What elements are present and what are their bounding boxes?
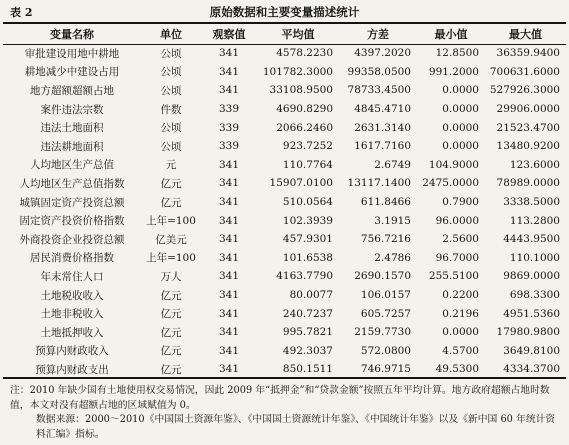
- cell-unit: 亿元: [160, 345, 182, 358]
- column-header-min: 最小值: [434, 28, 468, 41]
- cell-mean: 102.3939: [282, 214, 333, 227]
- cell-variance: 13117.1400: [347, 177, 411, 190]
- cell-variable: 土地抵押收入: [40, 326, 104, 339]
- cell-variable: 人均地区生产总值: [30, 159, 114, 172]
- cell-variance: 1617.7160: [354, 140, 411, 153]
- cell-max: 110.1000: [509, 251, 560, 264]
- cell-min: 0.0000: [442, 84, 479, 97]
- cell-variable: 年末常住人口: [40, 270, 104, 283]
- cell-mean: 4578.2230: [276, 47, 333, 60]
- cell-min: 0.0000: [442, 326, 479, 339]
- cell-variable: 审批建设用地中耕地: [24, 47, 120, 60]
- column-header-mean: 平均值: [281, 28, 315, 41]
- cell-variable: 土地非税收入: [40, 308, 104, 321]
- cell-observations: 341: [218, 270, 240, 283]
- cell-max: 9869.0000: [503, 270, 560, 283]
- cell-max: 78989.0000: [496, 177, 560, 190]
- cell-max: 4443.9500: [503, 233, 560, 246]
- cell-min: 0.2200: [442, 289, 479, 302]
- cell-observations: 341: [218, 251, 240, 264]
- table-row: [3, 174, 566, 193]
- cell-min: 104.9000: [428, 158, 479, 171]
- cell-mean: 80.0077: [289, 289, 333, 302]
- cell-unit: 亿元: [160, 363, 182, 376]
- cell-variance: 3.1915: [374, 214, 411, 227]
- cell-variable: 地方超额超额占地: [30, 84, 114, 97]
- cell-max: 700631.6000: [489, 65, 560, 78]
- column-header-variance: 方差: [367, 28, 389, 41]
- cell-min: 991.2000: [428, 65, 479, 78]
- table-body: [3, 44, 566, 379]
- cell-max: 13480.9200: [496, 140, 560, 153]
- cell-mean: 33108.9500: [269, 84, 333, 97]
- cell-min: 2.5600: [442, 233, 479, 246]
- cell-min: 0.0000: [442, 103, 479, 116]
- cell-unit: 公顷: [160, 66, 182, 79]
- table-header-row: [3, 24, 566, 44]
- cell-unit: 公顷: [160, 122, 182, 135]
- cell-variance: 756.7216: [360, 233, 411, 246]
- cell-mean: 101.6538: [282, 251, 333, 264]
- cell-variance: 746.9715: [360, 363, 411, 376]
- table-row: [3, 342, 566, 361]
- cell-observations: 341: [218, 344, 240, 357]
- cell-min: 0.0000: [442, 121, 479, 134]
- cell-observations: 341: [218, 326, 240, 339]
- cell-variable: 外商投资企业投资总额: [19, 233, 125, 246]
- cell-max: 4334.3700: [503, 363, 560, 376]
- cell-mean: 457.9301: [282, 233, 333, 246]
- data-source-note: 数据来源：2000～2010《中国国土资源年鉴》、《中国国土资源统计年鉴》、《中国统计年鉴》以及《新中国 60 年统计资料汇编》指标。: [36, 414, 556, 440]
- cell-variable: 耕地减少中建设占用: [24, 66, 120, 79]
- column-header-unit: 单位: [160, 28, 182, 41]
- table-notes: [10, 384, 562, 442]
- column-header-observations: 观察值: [212, 28, 246, 41]
- table-row: [3, 100, 566, 119]
- cell-unit: 亿元: [160, 326, 182, 339]
- cell-variable: 违法耕地面积: [40, 140, 104, 153]
- table-row: [3, 137, 566, 156]
- cell-variance: 2.6749: [374, 158, 411, 171]
- cell-variable: 城镇固定资产投资总额: [19, 196, 125, 209]
- column-header-max: 最大值: [509, 28, 542, 41]
- cell-observations: 341: [218, 307, 240, 320]
- cell-unit: 上年=100: [146, 252, 196, 265]
- cell-unit: 亿美元: [155, 233, 187, 246]
- cell-max: 3649.8100: [503, 344, 560, 357]
- table-row: [3, 118, 566, 137]
- table-caption: [0, 4, 569, 20]
- table-row: [3, 81, 566, 100]
- table-row: [3, 44, 566, 63]
- table-row: [3, 286, 566, 305]
- cell-mean: 4690.8290: [276, 103, 333, 116]
- cell-unit: 万人: [160, 270, 182, 283]
- cell-variance: 2631.3140: [354, 121, 411, 134]
- cell-max: 4951.5360: [503, 307, 560, 320]
- cell-min: 0.2196: [442, 307, 479, 320]
- cell-observations: 341: [218, 47, 240, 60]
- column-header-variable: 变量名称: [50, 28, 94, 41]
- table-row: [3, 267, 566, 286]
- cell-unit: 件数: [160, 103, 182, 116]
- cell-variable: 固定资产投资价格指数: [19, 215, 125, 228]
- table-row: [3, 63, 566, 82]
- cell-mean: 2066.2460: [276, 121, 333, 134]
- cell-variance: 2690.1570: [354, 270, 411, 283]
- cell-unit: 公顷: [160, 47, 182, 60]
- cell-unit: 亿元: [160, 289, 182, 302]
- cell-max: 36359.9400: [496, 47, 560, 60]
- cell-max: 17980.9800: [496, 326, 560, 339]
- cell-observations: 341: [218, 289, 240, 302]
- cell-max: 527926.3000: [489, 84, 560, 97]
- cell-unit: 公顷: [160, 84, 182, 97]
- cell-variable: 土地税收收入: [40, 289, 104, 302]
- cell-variance: 2.4786: [374, 251, 411, 264]
- cell-min: 2475.0000: [422, 177, 479, 190]
- table-row: [3, 230, 566, 249]
- cell-max: 698.3300: [509, 289, 560, 302]
- cell-observations: 341: [218, 65, 240, 78]
- cell-variance: 572.0800: [360, 344, 411, 357]
- cell-max: 3338.5000: [503, 196, 560, 209]
- table-row: [3, 156, 566, 175]
- cell-max: 113.2800: [509, 214, 560, 227]
- cell-variance: 2159.7730: [354, 326, 411, 339]
- cell-min: 0.0000: [442, 140, 479, 153]
- cell-mean: 492.3037: [282, 344, 333, 357]
- table-row: [3, 193, 566, 212]
- cell-variance: 605.7257: [360, 307, 411, 320]
- table-row: [3, 304, 566, 323]
- cell-mean: 923.7252: [282, 140, 333, 153]
- cell-unit: 亿元: [160, 177, 182, 190]
- cell-variance: 4397.2020: [354, 47, 411, 60]
- statistics-table: [3, 24, 566, 379]
- cell-observations: 341: [218, 214, 240, 227]
- cell-unit: 公顷: [160, 140, 182, 153]
- cell-mean: 110.7764: [282, 158, 333, 171]
- table-row: [3, 323, 566, 342]
- cell-variable: 人均地区生产总值指数: [19, 177, 125, 190]
- cell-observations: 341: [218, 363, 240, 376]
- cell-max: 123.6000: [509, 158, 560, 171]
- cell-min: 96.7000: [435, 251, 479, 264]
- cell-min: 96.0000: [435, 214, 479, 227]
- table-title: 原始数据和主要变量描述统计: [209, 5, 360, 19]
- table-row: [3, 249, 566, 268]
- cell-unit: 亿元: [160, 196, 182, 209]
- cell-min: 255.5100: [428, 270, 479, 283]
- cell-variance: 106.0157: [360, 289, 411, 302]
- table-note: 注：2010 年缺少国有土地使用权交易情况，因此 2009 年“抵押金”和“贷款金额”按照五年平均计算。地方政府超额占地时数值，本文对没有超额占地的区域赋值为 0。: [10, 385, 550, 411]
- cell-observations: 339: [218, 103, 240, 116]
- cell-variable: 违法土地面积: [40, 122, 104, 135]
- cell-max: 29906.0000: [496, 103, 560, 116]
- cell-min: 0.7900: [442, 196, 479, 209]
- cell-mean: 240.7237: [282, 307, 333, 320]
- cell-min: 49.5300: [435, 363, 479, 376]
- cell-variance: 99358.0500: [347, 65, 411, 78]
- table-row: [3, 211, 566, 230]
- cell-observations: 339: [218, 121, 240, 134]
- cell-min: 12.8500: [435, 47, 479, 60]
- cell-variance: 78733.4500: [347, 84, 411, 97]
- cell-variance: 611.8466: [360, 196, 411, 209]
- cell-mean: 510.0564: [282, 196, 333, 209]
- cell-mean: 850.1511: [282, 363, 333, 376]
- cell-unit: 亿元: [160, 308, 182, 321]
- cell-observations: 341: [218, 196, 240, 209]
- cell-mean: 995.7821: [282, 326, 333, 339]
- cell-mean: 101782.3000: [262, 65, 333, 78]
- cell-variable: 预算内财政收入: [35, 345, 109, 358]
- cell-variable: 预算内财政支出: [35, 363, 109, 376]
- cell-max: 21523.4700: [496, 121, 560, 134]
- cell-mean: 15907.0100: [269, 177, 333, 190]
- cell-observations: 341: [218, 84, 240, 97]
- cell-observations: 341: [218, 158, 240, 171]
- table-number: 表 2: [10, 6, 33, 19]
- cell-observations: 341: [218, 177, 240, 190]
- cell-min: 4.5700: [442, 344, 479, 357]
- cell-observations: 339: [218, 140, 240, 153]
- cell-unit: 元: [165, 159, 177, 172]
- cell-unit: 上年=100: [146, 215, 196, 228]
- cell-observations: 341: [218, 233, 240, 246]
- cell-variable: 居民消费价格指数: [30, 252, 114, 265]
- cell-mean: 4163.7790: [276, 270, 333, 283]
- cell-variable: 案件违法宗数: [40, 103, 104, 116]
- table-row: [3, 360, 566, 379]
- cell-variance: 4845.4710: [354, 103, 411, 116]
